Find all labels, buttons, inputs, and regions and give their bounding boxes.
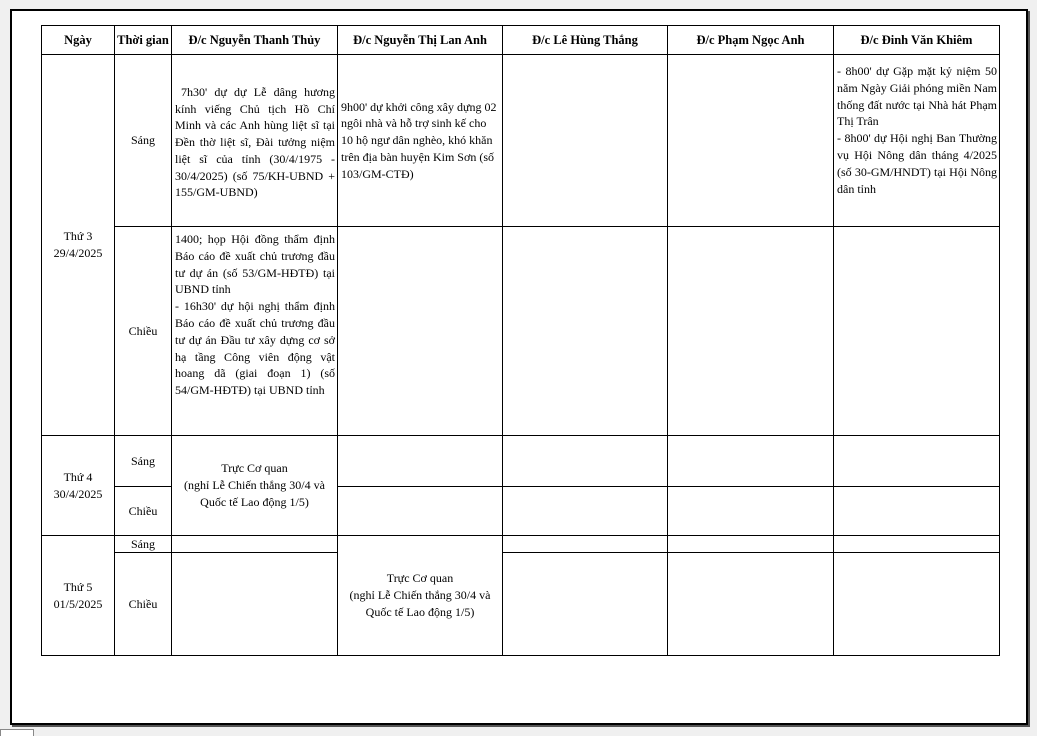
entry-cell [172, 55, 338, 227]
session-chieu: Chiều [115, 227, 172, 436]
entry-cell-empty [503, 536, 668, 553]
entry-cell-empty [503, 487, 668, 536]
entry-cell-empty [338, 436, 503, 487]
entry-cell-empty [834, 536, 1000, 553]
truc-label: Trực Cơ quan [386, 571, 454, 586]
table-row [42, 227, 1000, 436]
schedule-table [41, 25, 1000, 656]
day-cell [42, 55, 115, 436]
entry-cell-empty [668, 436, 834, 487]
truc-label: Trực Cơ quan [221, 461, 288, 476]
entry-cell-empty [834, 553, 1000, 656]
truc-note: (nghỉ Lễ Chiến thắng 30/4 và Quốc tế Lao động 1/5) [349, 588, 491, 619]
truc-co-quan-cell [338, 536, 503, 656]
table-row [42, 536, 1000, 553]
day-date: 29/4/2025 [53, 246, 103, 260]
entry-cell-empty [834, 487, 1000, 536]
header-person-3: Đ/c Lê Hùng Thắng [503, 26, 668, 55]
entry-cell-empty [338, 487, 503, 536]
entry-cell-empty [172, 536, 338, 553]
truc-note: (nghỉ Lễ Chiến thắng 30/4 và Quốc tế Lao động 1/5) [184, 478, 325, 509]
entry-cell-empty [503, 553, 668, 656]
session-sang: Sáng [115, 436, 172, 487]
table-row [42, 553, 1000, 656]
header-person-2: Đ/c Nguyễn Thị Lan Anh [338, 26, 503, 55]
entry-text: 7h30' dự dự Lễ dâng hương kính viếng Chủ tịch Hồ Chí Minh và các Anh hùng liệt sĩ tại Đền thờ liệt sĩ, Đài tưởng niệm liệt sĩ của tỉnh (30/4/1975 - 30/4/2025) (số 75/KH-UBND + 155/GM-UBND) [175, 84, 335, 200]
day-cell [42, 536, 115, 656]
table-row [42, 55, 1000, 227]
entry-text: - 8h00' dự Hội nghị Ban Thường vụ Hội Nông dân tháng 4/2025 (số 30-GM/HNDT) tại Hội Nông dân tỉnh [837, 131, 997, 196]
day-label: Thứ 3 [63, 229, 93, 244]
page-corner-tab [0, 729, 34, 736]
header-ngay: Ngày [42, 26, 115, 55]
entry-cell-empty [503, 227, 668, 436]
entry-cell [834, 55, 1000, 227]
session-sang: Sáng [115, 536, 172, 553]
entry-text: - 8h00' dự Gặp mặt kỷ niệm 50 năm Ngày Giải phóng miền Nam thống đất nước tại Nhà hát Phạm Thị Trân [837, 64, 997, 129]
entry-cell [338, 55, 503, 227]
header-person-1: Đ/c Nguyễn Thanh Thủy [172, 26, 338, 55]
entry-cell-empty [668, 227, 834, 436]
entry-cell-empty [503, 55, 668, 227]
header-thoigian: Thời gian [115, 26, 172, 55]
truc-co-quan-cell [172, 436, 338, 536]
day-label: Thứ 4 [63, 469, 93, 484]
entry-cell-empty [668, 487, 834, 536]
entry-cell-empty [503, 436, 668, 487]
day-label: Thứ 5 [63, 579, 93, 594]
entry-cell-empty [834, 436, 1000, 487]
entry-cell-empty [668, 553, 834, 656]
entry-text: 1400; họp Hội đồng thẩm định Báo cáo đề xuất chủ trương đầu tư dự án (số 53/GM-HĐTĐ) tại UBND tỉnh [175, 232, 335, 297]
session-sang: Sáng [115, 55, 172, 227]
entry-cell-empty [338, 227, 503, 436]
header-person-4: Đ/c Phạm Ngọc Anh [668, 26, 834, 55]
entry-cell-empty [668, 55, 834, 227]
table-row [42, 436, 1000, 487]
header-row [42, 26, 1000, 55]
day-date: 30/4/2025 [53, 486, 103, 501]
header-person-5: Đ/c Đinh Văn Khiêm [834, 26, 1000, 55]
day-date: 01/5/2025 [53, 596, 103, 611]
document-page [10, 9, 1028, 725]
day-cell [42, 436, 115, 536]
entry-text: - 16h30' dự hội nghị thẩm định Báo cáo đề xuất chủ trương đầu tư dự án Đầu tư xây dựng cơ sở hạ tầng Công viên động vật hoang dã (giai đoạn 1) (số 54/GM-HĐTĐ) tại UBND tỉnh [175, 299, 335, 398]
session-chieu: Chiều [115, 487, 172, 536]
session-chieu: Chiều [115, 553, 172, 656]
entry-text: 9h00' dự khởi công xây dựng 02 ngôi nhà và hỗ trợ sinh kế cho 10 hộ ngư dân nghèo, khó khăn trên địa bàn huyện Kim Sơn (số 103/GM-CTĐ) [341, 99, 497, 181]
entry-cell-empty [172, 553, 338, 656]
entry-cell [172, 227, 338, 436]
entry-cell-empty [834, 227, 1000, 436]
entry-cell-empty [668, 536, 834, 553]
